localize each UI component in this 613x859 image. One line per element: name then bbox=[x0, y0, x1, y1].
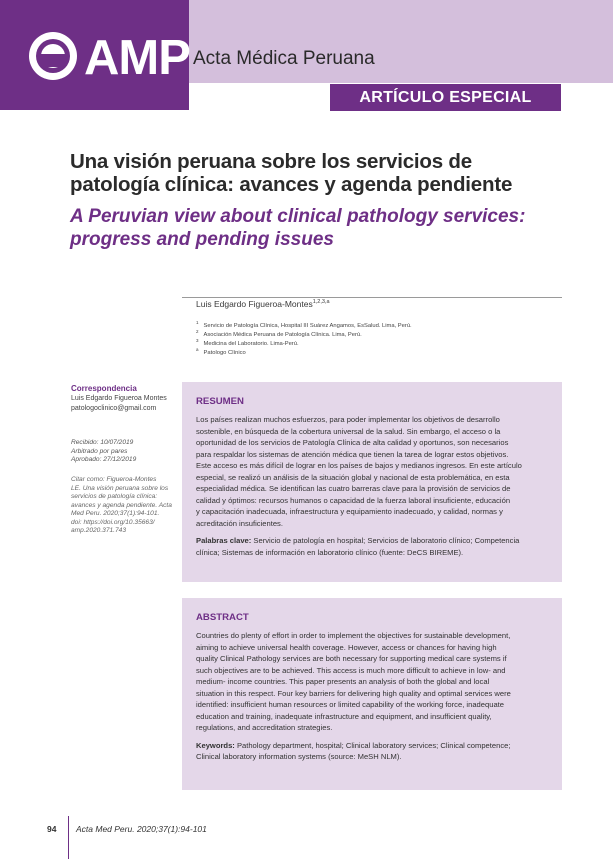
affiliation-number: 3 bbox=[196, 338, 199, 343]
abstract-text bbox=[196, 630, 550, 734]
abstract-box bbox=[182, 598, 562, 790]
citation-line: LE. Una visión peruana sobre los bbox=[71, 484, 169, 492]
keywords-text: Pathology department, hospital; Clinical laboratory services; Clinical competence; bbox=[234, 740, 511, 750]
keywords-text: Clinical laboratory information systems (source: MeSH NLM). bbox=[196, 752, 402, 761]
resumen-box bbox=[182, 382, 562, 582]
affiliation-text: Patologo Clínico bbox=[203, 349, 246, 356]
received-date: Recibido: 10/07/2019 bbox=[71, 439, 134, 446]
resumen-line: oportunidad de los servicios de Patología Clínica de alta calidad y oportunos, son necesarios bbox=[196, 438, 509, 447]
affiliation-text: Servicio de Patología Clínica, Hospital III Suárez Angamos, EsSalud. Lima, Perú. bbox=[203, 322, 412, 329]
correspondence-block bbox=[71, 385, 176, 414]
logo-emblem-icon bbox=[27, 30, 79, 82]
affiliation bbox=[196, 329, 362, 338]
abstract-line: identified: insufficient human resources or limited capability of the working force, inadequate bbox=[196, 700, 504, 709]
abstract-line: Countries do plenty of effort in order to implement the objectives for sustainable development, bbox=[196, 631, 511, 640]
affiliation bbox=[196, 347, 246, 356]
citation-line: Med Peru. 2020;37(1):94-101. bbox=[71, 510, 160, 517]
resumen-line: y capacitación inadecuada, infraestructura y equipamiento inadecuado, y calidad, normas y bbox=[196, 507, 503, 516]
peer-review-note: Arbitrado por pares bbox=[71, 447, 128, 455]
author-name bbox=[196, 299, 330, 309]
abstract-line: regulations, and accreditation strategies. bbox=[196, 723, 333, 732]
resumen-line: Este acceso es más difícil de lograr en los países de bajos y medianos ingresos. En este artículo bbox=[196, 461, 522, 470]
abstract-line: aiming to achieve universal health coverage. However, access or chances for having high bbox=[196, 642, 497, 652]
citation-line: avances y agenda pendiente. Acta bbox=[71, 501, 172, 509]
author-divider bbox=[182, 297, 562, 298]
author-name-text: Luis Edgardo Figueroa-Montes bbox=[196, 299, 313, 309]
abstract-line: such objectives are to be achieved. This access is much more difficult to achieve in low- and bbox=[196, 665, 506, 675]
title-english-line: progress and pending issues bbox=[70, 229, 334, 250]
title-english bbox=[70, 205, 570, 251]
author-superscript: 1,2,3,a bbox=[312, 299, 330, 306]
resumen-line: especialidad médica. Se identifican las cuatro barreras clave para la provisión de servicios de bbox=[196, 484, 511, 493]
affiliation-number: 2 bbox=[196, 329, 199, 334]
footer-citation: Acta Med Peru. 2020;37(1):94-101 bbox=[76, 824, 207, 834]
abstract-line: education and training, inadequate infrastructure and equipment, and insufficient quality, bbox=[196, 711, 492, 721]
resumen-keywords bbox=[196, 535, 550, 558]
keywords-label: Keywords: bbox=[196, 740, 235, 750]
journal-logo bbox=[0, 0, 189, 110]
title-spanish-line: patología clínica: avances y agenda pendiente bbox=[70, 173, 513, 196]
citation-block bbox=[71, 476, 176, 536]
citation-line: servicios de patología clínica: bbox=[71, 493, 158, 500]
citation-line: Citar como: Figueroa-Montes bbox=[71, 476, 157, 483]
title-spanish bbox=[70, 150, 570, 196]
affiliation bbox=[196, 338, 299, 347]
abstract-line: medium- income countries. This paper presents an analysis of both the global and local bbox=[196, 677, 490, 686]
resumen-line: calidad y óptimos: recursos humanos o capacidad de la fuerza laboral insuficiente, educación bbox=[196, 495, 511, 505]
correspondence-title: Correspondencia bbox=[71, 384, 137, 393]
resumen-line: sostenible, en búsqueda de la cobertura universal de la salud. Sin embargo, el acceso o la bbox=[196, 426, 501, 436]
title-spanish-line: Una visión peruana sobre los servicios de bbox=[70, 150, 472, 173]
journal-name: Acta Médica Peruana bbox=[193, 48, 375, 69]
resumen-line: especial, se realizó un análisis de la situación global y nacional de esta problemática, en esta bbox=[196, 472, 510, 482]
abstract-keywords bbox=[196, 740, 550, 763]
article-type-badge: ARTÍCULO ESPECIAL bbox=[330, 84, 561, 111]
affiliation-number: a bbox=[196, 347, 199, 352]
correspondence-email[interactable]: patologoclinico@gmail.com bbox=[71, 404, 157, 412]
affiliation bbox=[196, 320, 412, 329]
resumen-heading: RESUMEN bbox=[196, 396, 244, 407]
correspondence-name: Luis Edgardo Figueroa Montes bbox=[71, 394, 167, 402]
affiliation-text: Medicina del Laboratorio. Lima-Perú. bbox=[203, 340, 299, 347]
abstract-heading: ABSTRACT bbox=[196, 612, 249, 623]
affiliation-text: Asociación Médica Peruana de Patología Clínica. Lima, Perú. bbox=[203, 331, 362, 338]
logo-text: AMP bbox=[84, 31, 190, 85]
abstract-line: quality Clinical Pathology services are both necessary for supporting medical care systems if bbox=[196, 654, 507, 663]
title-english-line: A Peruvian view about clinical pathology services: bbox=[70, 206, 526, 227]
approved-date: Aprobado: 27/12/2019 bbox=[71, 456, 137, 463]
resumen-line: acreditación insuficientes. bbox=[196, 518, 283, 528]
doi-link[interactable]: amp.2020.371.743 bbox=[71, 527, 126, 534]
footer-divider bbox=[68, 816, 69, 859]
resumen-text bbox=[196, 414, 550, 529]
abstract-line: situation in this respect. Four key barriers for delivering high quality and optimal services were bbox=[196, 688, 511, 698]
resumen-line: para respaldar los sistemas de atención médica que tienen la tarea de lograr estos objetivos. bbox=[196, 449, 509, 459]
page-number: 94 bbox=[47, 824, 57, 834]
dates-block bbox=[71, 439, 176, 465]
resumen-line: Los países realizan muchos esfuerzos, para poder implementar los objetivos de desarrollo bbox=[196, 415, 500, 424]
doi-link[interactable]: doi: https://doi.org/10.35663/ bbox=[71, 518, 155, 526]
keywords-label: Palabras clave: bbox=[196, 536, 252, 545]
keywords-text: clínica; Sistemas de información en laboratorio clínico (fuente: DeCS BIREME). bbox=[196, 547, 464, 557]
affiliation-number: 1 bbox=[196, 320, 199, 325]
keywords-text: Servicio de patología en hospital; Servicios de laboratorio clínico; Competencia bbox=[251, 536, 520, 545]
